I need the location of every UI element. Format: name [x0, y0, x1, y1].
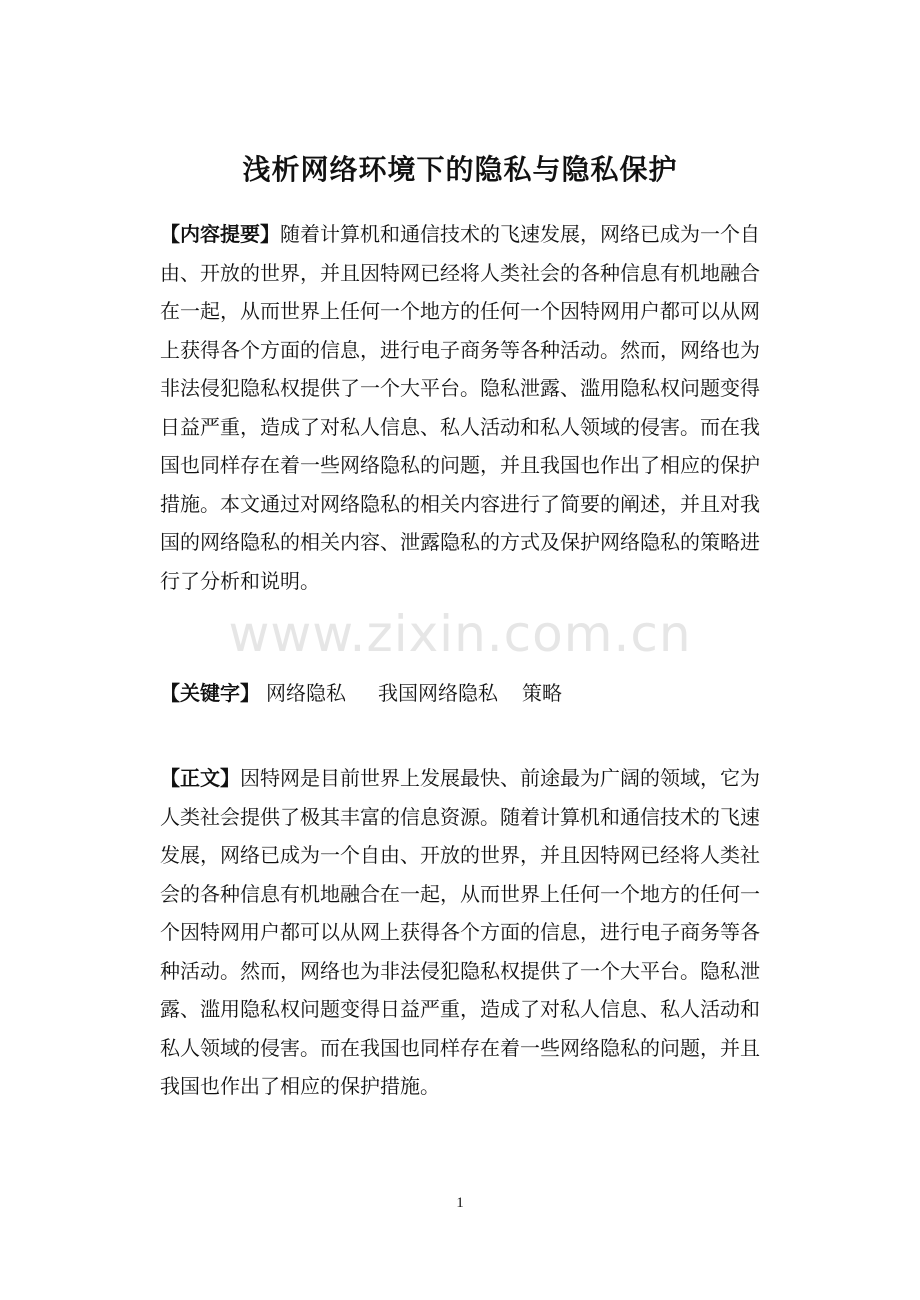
keywords-paragraph [160, 674, 760, 713]
watermark: www.zixin.com.cn [228, 605, 692, 663]
keyword-item: 策略 [522, 681, 562, 705]
keyword-item: 网络隐私 [266, 681, 346, 705]
abstract-label: 【内容提要】 [160, 222, 280, 246]
page-number: 1 [456, 1195, 464, 1211]
keyword-item: 我国网络隐私 [378, 681, 498, 705]
keywords-label: 【关键字】 [160, 681, 260, 705]
body-text: 因特网是目前世界上发展最快、前途最为广阔的领域，它为人类社会提供了极其丰富的信息资源。随着计算机和通信技术的飞速发展，网络已成为一个自由、开放的世界，并且因特网已经将人类社会的各种信息有机地融合在一起，从而世界上任何一个地方的任何一个因特网用户都可以从网上获得各个方面的信息，进行电子商务等各种活动。然而，网络也为非法侵犯隐私权提供了一个大平台。隐私泄露、滥用隐私权问题变得日益严重，造成了对私人信息、私人活动和私人领域的侵害。而在我国也同样存在着一些网络隐私的问题，并且我国也作出了相应的保护措施。 [160, 766, 760, 1098]
document-title: 浅析网络环境下的隐私与隐私保护 [242, 153, 678, 186]
body-label: 【正文】 [160, 766, 240, 790]
body-paragraph [160, 759, 760, 1106]
abstract-paragraph [160, 215, 760, 600]
abstract-text: 随着计算机和通信技术的飞速发展，网络已成为一个自由、开放的世界，并且因特网已经将人类社会的各种信息有机地融合在一起，从而世界上任何一个地方的任何一个因特网用户都可以从网上获得各个方面的信息，进行电子商务等各种活动。然而，网络也为非法侵犯隐私权提供了一个大平台。隐私泄露、滥用隐私权问题变得日益严重，造成了对私人信息、私人活动和私人领域的侵害。而在我国也同样存在着一些网络隐私的问题，并且我国也作出了相应的保护措施。本文通过对网络隐私的相关内容进行了简要的阐述，并且对我国的网络隐私的相关内容、泄露隐私的方式及保护网络隐私的策略进行了分析和说明。 [160, 222, 760, 593]
